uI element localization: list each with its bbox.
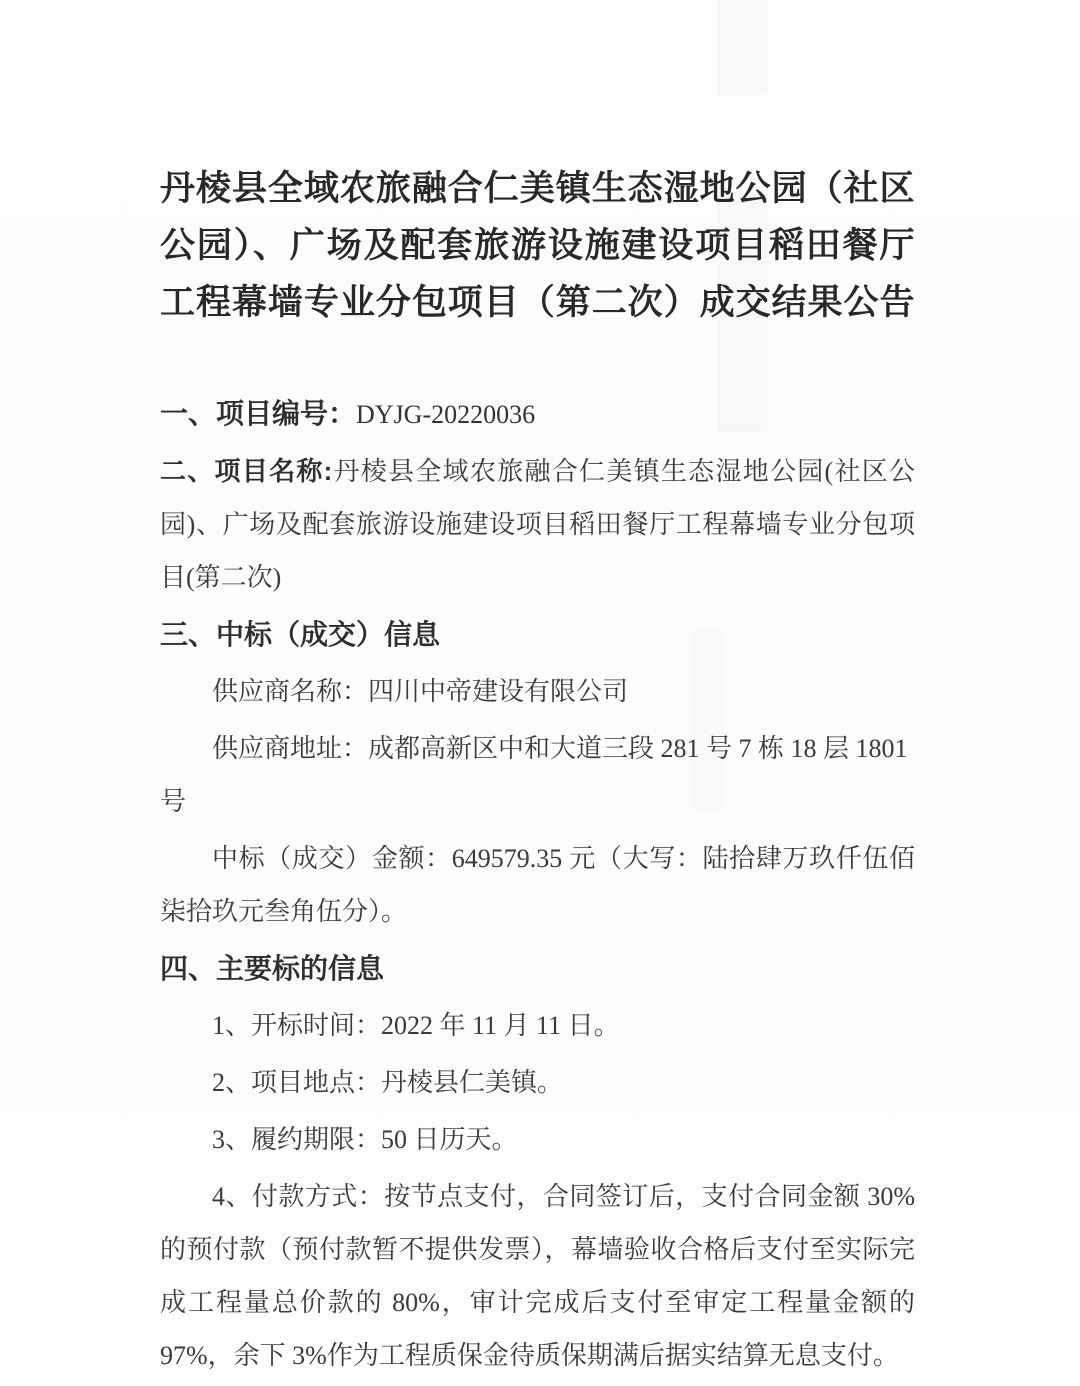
announcement-document (160, 0, 915, 1386)
supplier-address: 供应商地址：成都高新区中和大道三段 281 号 7 栋 18 层 1801 号 (160, 734, 908, 816)
document-title-line: 丹棱县全域农旅融合仁美镇生态湿地公园（社区 (160, 169, 915, 208)
project-number-value: DYJG-20220036 (356, 400, 536, 429)
section-main-subject-heading: 四、主要标的信息 (160, 953, 385, 984)
item-project-location: 2、项目地点：丹棱县仁美镇。 (212, 1068, 564, 1097)
item-payment-terms: 4、付款方式：按节点支付，合同签订后，支付合同金额 30%的预付款（预付款暂不提供发票），幕墙验收合格后支付至实际完成工程量总价款的 80%，审计完成后支付至审定工程量金额的 97%，余下 3%作为工程质保金待质保期满后据实结算无息支付。 (160, 1182, 915, 1370)
section-2-label: 二、项目名称: (160, 456, 333, 486)
section-award-info-heading: 三、中标（成交）信息 (160, 619, 441, 650)
section-project-number (160, 387, 915, 441)
project-name-value: 丹棱县全域农旅融合仁美镇生态湿地公园(社区公园)、广场及配套旅游设施建设项目稻田餐厅工程幕墙专业分包项目(第二次) (160, 457, 915, 592)
section-project-name (160, 445, 915, 604)
supplier-name: 供应商名称：四川中帝建设有限公司 (212, 677, 629, 706)
document-title-line: 公园）、广场及配套旅游设施建设项目稻田餐厅 (160, 226, 915, 265)
section-1-label: 一、项目编号： (160, 398, 357, 429)
document-title (160, 160, 915, 331)
award-amount: 中标（成交）金额：649579.35 元（大写：陆拾肆万玖仟伍佰柒拾玖元叁角伍分）。 (160, 844, 915, 926)
item-performance-period: 3、履约期限：50 日历天。 (212, 1125, 518, 1154)
document-title-line: 工程幕墙专业分包项目（第二次）成交结果公告 (160, 283, 915, 322)
item-bid-opening-time: 1、开标时间：2022 年 11 月 11 日。 (212, 1011, 620, 1040)
